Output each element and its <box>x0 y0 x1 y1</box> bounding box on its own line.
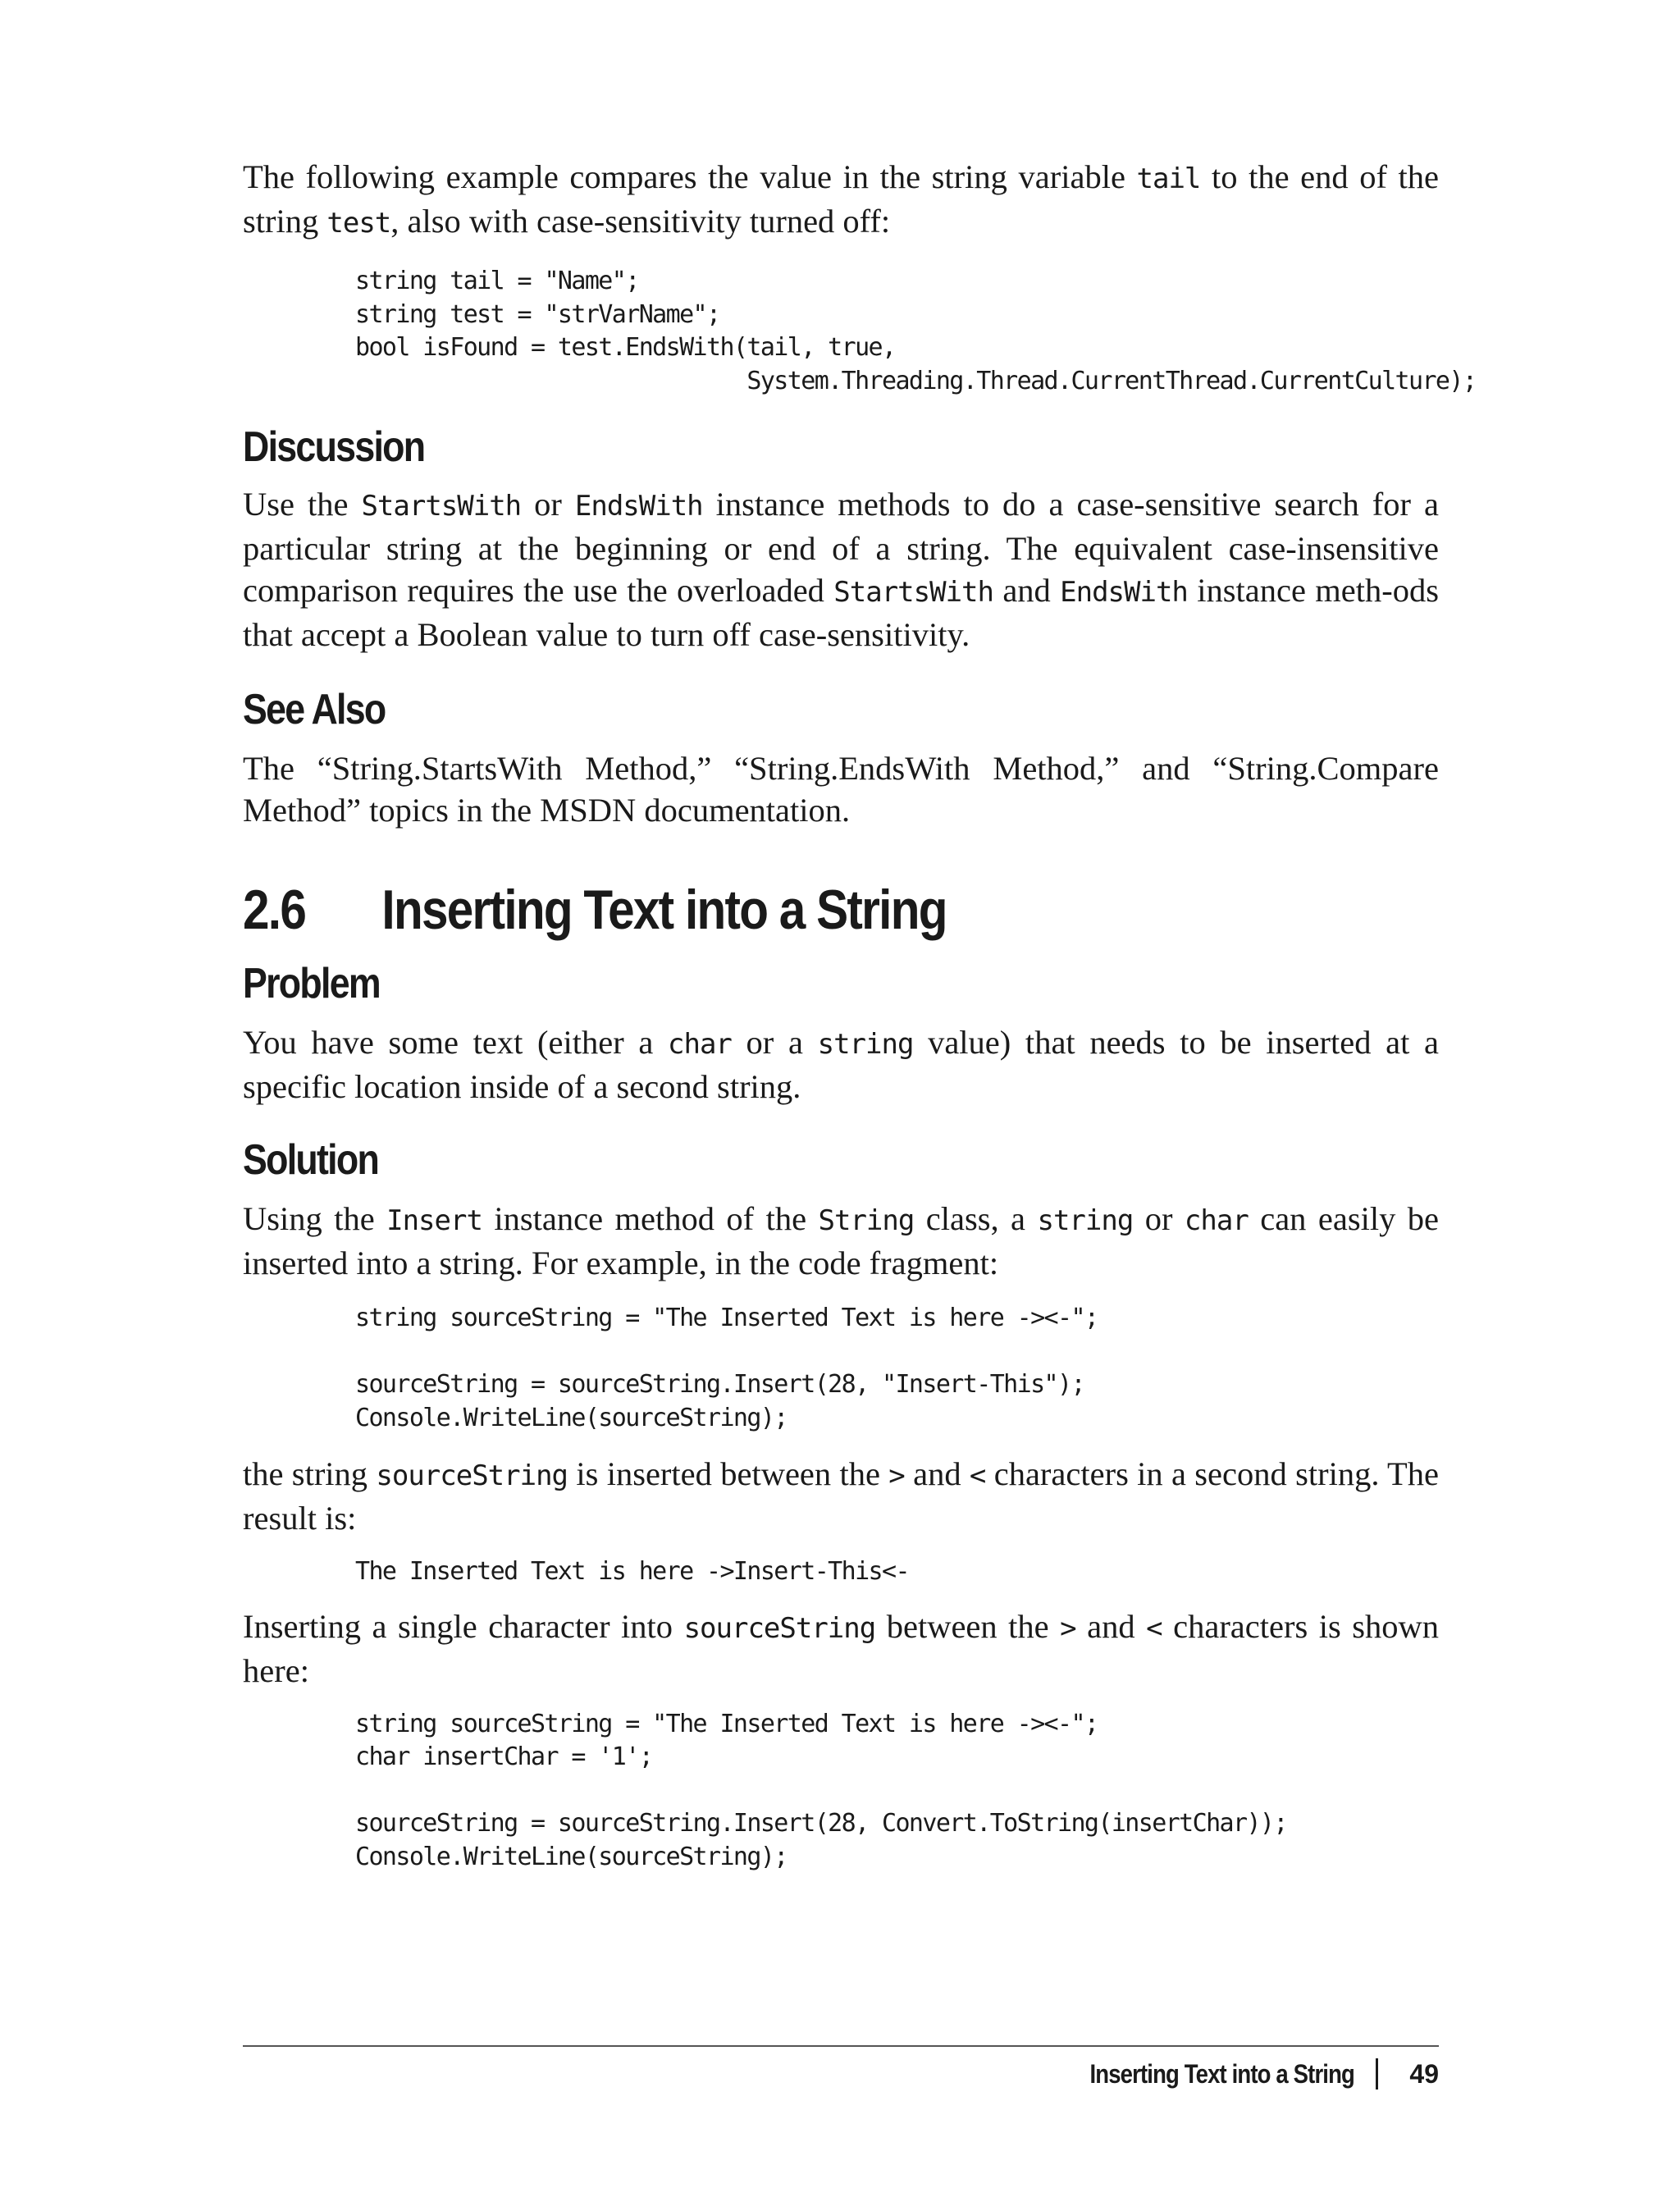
see-also-paragraph: The “String.StartsWith Method,” “String.EndsWith Method,” and “String.Compare Method” topics in the MSDN documentation. <box>243 750 1439 829</box>
problem-paragraph: You have some text (either a char or a string value) that needs to be inserted at a specific location inside of a second string. <box>243 1024 1439 1105</box>
heading-solution: Solution <box>243 1136 379 1184</box>
solution-paragraph: Using the Insert instance method of the String class, a string or char can easily be inserted into a string. For example, in the code fragment: <box>243 1200 1439 1281</box>
code-block-insert-char: string sourceString = "The Inserted Text is here -><-"; char insertChar = '1'; sourceString = sourceString.Insert(28, Convert.ToString(insertChar)); Console.WriteLine(sourceString); <box>355 1709 1287 1871</box>
section-title: Inserting Text into a String <box>381 879 947 941</box>
section-heading <box>243 877 1271 943</box>
footer-separator <box>1376 2058 1378 2090</box>
page-content <box>243 156 1477 1874</box>
page-footer <box>1047 2053 1439 2094</box>
section-number: 2.6 <box>243 879 306 941</box>
code-block-endswith: string tail = "Name"; string test = "strVarName"; bool isFound = test.EndsWith(tail, true, System.Threading.Thread.CurrentThread.CurrentCulture); <box>355 267 1477 395</box>
code-block-result: The Inserted Text is here ->Insert-This<- <box>355 1557 909 1586</box>
page-number: 49 <box>1409 2058 1439 2089</box>
footer-running-title: Inserting Text into a String <box>1089 2058 1355 2089</box>
code-block-insert-string: string sourceString = "The Inserted Text is here -><-"; sourceString = sourceString.Insert(28, "Insert-This"); Console.WriteLine(sourceString); <box>355 1304 1098 1432</box>
intro-paragraph: The following example compares the value in the string variable tail to the end of the string test, also with case-sensitivity turned off: <box>243 158 1440 240</box>
heading-see-also: See Also <box>243 686 386 733</box>
heading-discussion: Discussion <box>243 423 425 471</box>
heading-problem: Problem <box>243 960 380 1007</box>
footer-rule <box>243 2045 1439 2047</box>
result-paragraph: the string sourceString is inserted between the > and < characters in a second string. The result is: <box>243 1455 1440 1537</box>
char-insert-paragraph: Inserting a single character into sourceString between the > and < characters is shown here: <box>243 1607 1440 1689</box>
discussion-paragraph: Use the StartsWith or EndsWith instance methods to do a case-sensitive search for a particular string at the beginning or end of a string. The equivalent case-insensitive comparison requires the use the overloaded StartsWith and EndsWith instance meth-ods that accept a Boolean value to turn off case-sensitivity. <box>243 486 1439 653</box>
